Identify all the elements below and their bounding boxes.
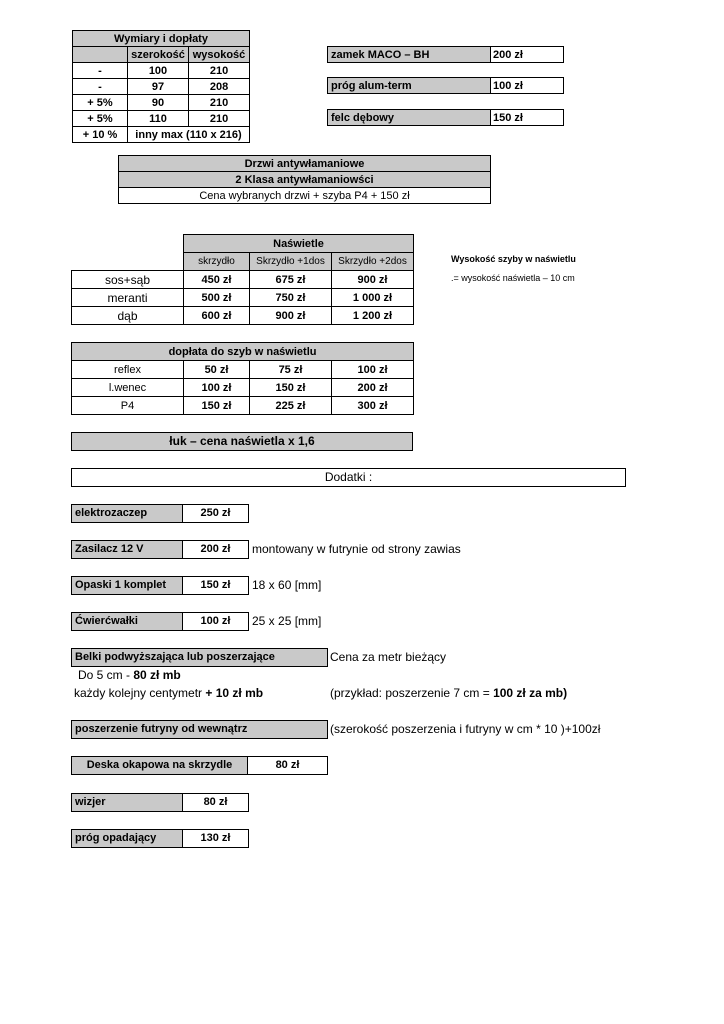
cell-height: 210 <box>189 95 250 111</box>
wood-type: meranti <box>72 289 184 307</box>
beams-example: (przykład: poszerzenie 7 cm = 100 zł za mb) <box>330 686 568 700</box>
peephole-price: 80 zł <box>182 793 249 812</box>
cell-width: 90 <box>128 95 189 111</box>
price-cell: 50 zł <box>184 361 250 379</box>
power-supply-price: 200 zł <box>182 540 249 559</box>
addon-price: 150 zł <box>491 110 564 126</box>
power-supply-note: montowany w futrynie od strony zawias <box>252 542 461 556</box>
glass-surcharge-table <box>71 342 414 415</box>
transom-table <box>71 234 414 325</box>
arc-multiplier: łuk – cena naświetla x 1,6 <box>71 432 413 451</box>
price-cell: 300 zł <box>332 397 414 415</box>
price-cell: 1 200 zł <box>332 307 414 325</box>
peephole-label: wizjer <box>71 793 183 812</box>
drip-board-label: Deska okapowa na skrzydle <box>71 756 248 775</box>
row-label: + 10 % <box>73 127 128 143</box>
cell-height: 210 <box>189 63 250 79</box>
trim-set-label: Opaski 1 komplet <box>71 576 183 595</box>
price-cell: 150 zł <box>250 379 332 397</box>
price-cell: 450 zł <box>184 271 250 289</box>
price-cell: 100 zł <box>184 379 250 397</box>
row-label: + 5% <box>73 95 128 111</box>
addon-label: próg alum-term <box>328 78 491 94</box>
price-cell: 600 zł <box>184 307 250 325</box>
antiburglary-title: Drzwi antywłamaniowe <box>119 156 491 172</box>
addon-lock-row <box>327 46 564 63</box>
transom-header: skrzydło <box>184 253 250 271</box>
header-width: szerokość <box>128 47 189 63</box>
addon-price: 200 zł <box>491 47 564 63</box>
beams-price-line1: Do 5 cm - 80 zł mb <box>78 668 181 682</box>
drop-seal-price: 130 zł <box>182 829 249 848</box>
cell-height: 210 <box>189 111 250 127</box>
frame-widening-note: (szerokość poszerzenia i futryny w cm * 10 )+100zł <box>330 722 601 736</box>
cell-height: 208 <box>189 79 250 95</box>
glass-type: P4 <box>72 397 184 415</box>
glass-title: dopłata do szyb w naświetlu <box>72 343 414 361</box>
price-cell: 1 000 zł <box>332 289 414 307</box>
price-cell: 200 zł <box>332 379 414 397</box>
addon-price: 100 zł <box>491 78 564 94</box>
quarter-round-label: Ćwierćwałki <box>71 612 183 631</box>
dimensions-table <box>72 30 250 143</box>
cell-width: 110 <box>128 111 189 127</box>
beams-price-line2: każdy kolejny centymetr + 10 zł mb <box>74 686 264 700</box>
transom-title: Naświetle <box>184 235 414 253</box>
row-label: - <box>73 79 128 95</box>
cell-width: 97 <box>128 79 189 95</box>
drip-board-price: 80 zł <box>247 756 328 775</box>
electro-strike-label: elektrozaczep <box>71 504 183 523</box>
price-cell: 75 zł <box>250 361 332 379</box>
price-cell: 225 zł <box>250 397 332 415</box>
addon-oak-row <box>327 109 564 126</box>
row-label: + 5% <box>73 111 128 127</box>
glass-type: l.wenec <box>72 379 184 397</box>
wood-type: dąb <box>72 307 184 325</box>
antiburglary-price: Cena wybranych drzwi + szyba P4 + 150 zł <box>119 188 491 204</box>
cell-width: 100 <box>128 63 189 79</box>
row-label: - <box>73 63 128 79</box>
header-height: wysokość <box>189 47 250 63</box>
addon-label: felc dębowy <box>328 110 491 126</box>
beams-label: Belki podwyższająca lub poszerzające <box>71 648 328 667</box>
transom-note-title: Wysokość szyby w naświetlu <box>451 254 576 264</box>
antiburglary-class: 2 Klasa antywłamaniowści <box>119 172 491 188</box>
glass-type: reflex <box>72 361 184 379</box>
transom-note-text: .= wysokość naświetla – 10 cm <box>451 273 575 283</box>
wood-type: sos+sąb <box>72 271 184 289</box>
beams-note: Cena za metr bieżący <box>330 650 447 664</box>
power-supply-label: Zasilacz 12 V <box>71 540 183 559</box>
quarter-round-price: 100 zł <box>182 612 249 631</box>
frame-widening-label: poszerzenie futryny od wewnątrz <box>71 720 328 739</box>
extras-title: Dodatki : <box>71 468 626 487</box>
addon-threshold-row <box>327 77 564 94</box>
drop-seal-label: próg opadający <box>71 829 183 848</box>
trim-set-note: 18 x 60 [mm] <box>252 578 322 592</box>
price-cell: 750 zł <box>250 289 332 307</box>
trim-set-price: 150 zł <box>182 576 249 595</box>
transom-header: Skrzydło +1dos <box>250 253 332 271</box>
price-cell: 900 zł <box>332 271 414 289</box>
transom-header: Skrzydło +2dos <box>332 253 414 271</box>
price-cell: 100 zł <box>332 361 414 379</box>
price-cell: 675 zł <box>250 271 332 289</box>
antiburglary-box <box>118 155 491 204</box>
price-cell: 900 zł <box>250 307 332 325</box>
cell-max: inny max (110 x 216) <box>128 127 250 143</box>
addon-label: zamek MACO – BH <box>328 47 491 63</box>
quarter-round-note: 25 x 25 [mm] <box>252 614 322 628</box>
dimensions-title: Wymiary i dopłaty <box>73 31 250 47</box>
price-cell: 500 zł <box>184 289 250 307</box>
electro-strike-price: 250 zł <box>182 504 249 523</box>
price-cell: 150 zł <box>184 397 250 415</box>
